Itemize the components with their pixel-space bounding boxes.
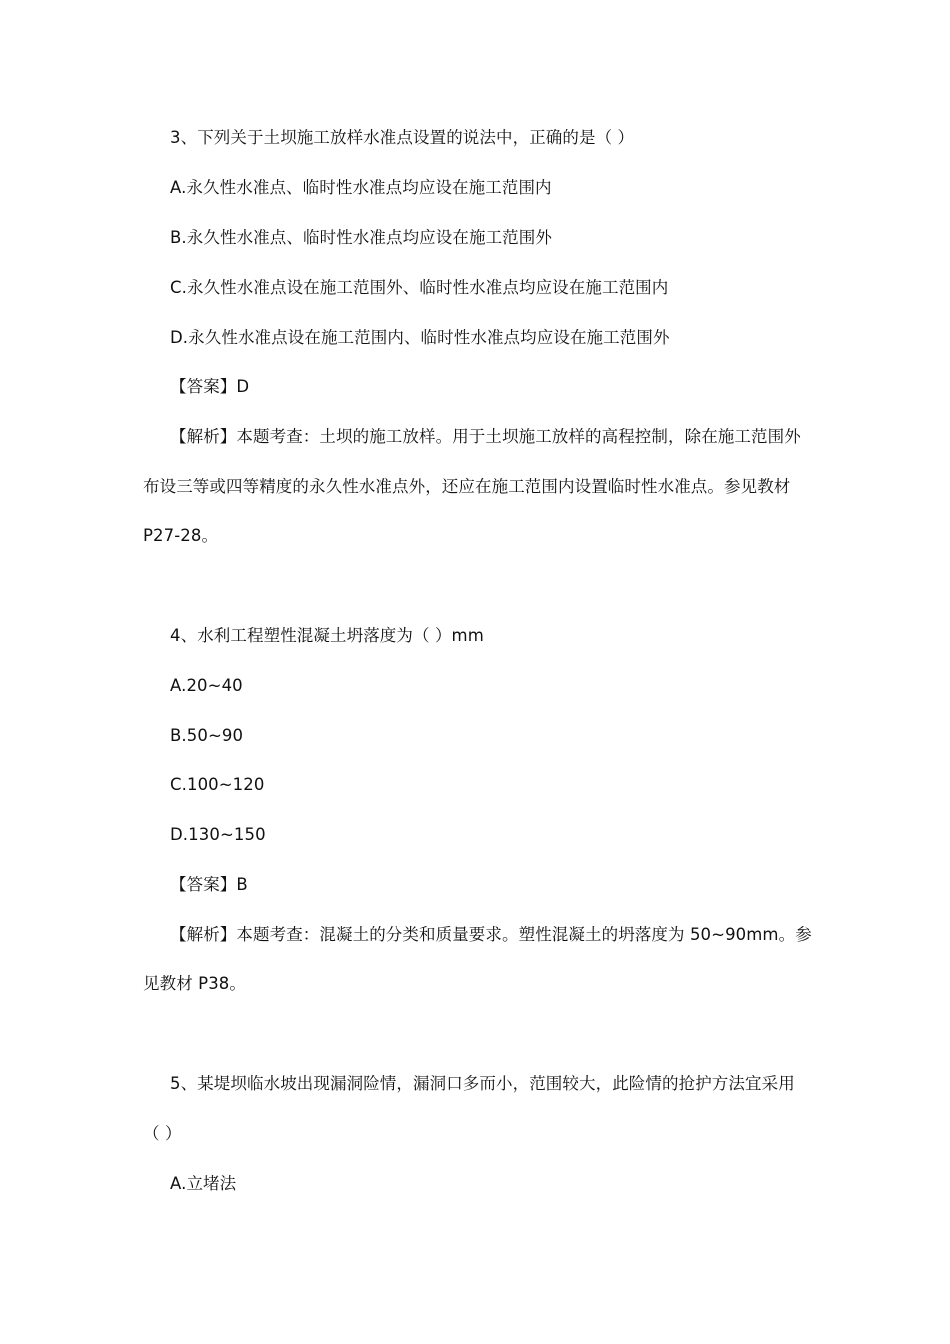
question-3-option-a: A.永久性水准点、临时性水准点均应设在施工范围内 (170, 178, 552, 197)
question-5-stem-line-2: （ ） (143, 1124, 182, 1143)
question-4-analysis-line-1: 【解析】本题考查：混凝土的分类和质量要求。塑性混凝土的坍落度为 50~90mm。参 (170, 925, 812, 944)
question-3-stem: 3、下列关于土坝施工放样水准点设置的说法中，正确的是（ ） (170, 128, 635, 147)
question-3-analysis-line-2: 布设三等或四等精度的永久性水准点外，还应在施工范围内设置临时性水准点。参见教材 (143, 477, 791, 496)
question-3-analysis-line-3: P27-28。 (143, 526, 219, 545)
question-5-stem-line-1: 5、某堤坝临水坡出现漏洞险情，漏洞口多而小，范围较大，此险情的抢护方法宜采用 (170, 1074, 795, 1093)
question-4-option-d: D.130~150 (170, 825, 266, 844)
question-3-answer: 【答案】D (170, 377, 250, 396)
question-5-option-a: A.立堵法 (170, 1174, 237, 1193)
question-4-stem: 4、水利工程塑性混凝土坍落度为（ ）mm (170, 626, 484, 645)
question-4-answer: 【答案】B (170, 875, 248, 894)
question-3-option-d: D.永久性水准点设在施工范围内、临时性水准点均应设在施工范围外 (170, 328, 670, 347)
question-4-option-b: B.50~90 (170, 726, 244, 745)
question-3-analysis-line-1: 【解析】本题考查：土坝的施工放样。用于土坝施工放样的高程控制，除在施工范围外 (170, 427, 801, 446)
question-4-option-a: A.20~40 (170, 676, 243, 695)
question-3-option-c: C.永久性水准点设在施工范围外、临时性水准点均应设在施工范围内 (170, 278, 669, 297)
question-4-analysis-line-2: 见教材 P38。 (143, 974, 246, 993)
question-4-option-c: C.100~120 (170, 775, 265, 794)
question-3-option-b: B.永久性水准点、临时性水准点均应设在施工范围外 (170, 228, 552, 247)
